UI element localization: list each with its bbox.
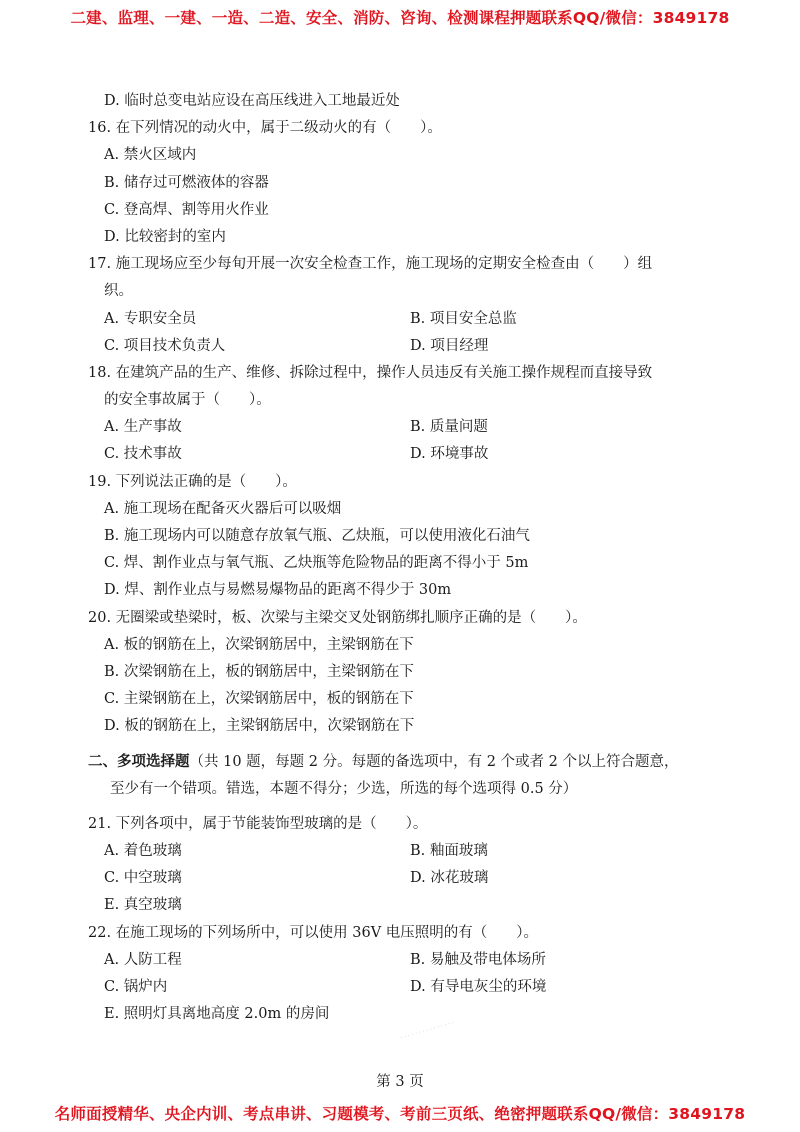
question-stem: 19. 下列说法正确的是（ ）。 bbox=[88, 473, 297, 490]
option-a: A. 着色玻璃 bbox=[104, 843, 182, 860]
section-title: 二、多项选择题 bbox=[88, 753, 190, 770]
option-c: C. 锅炉内 bbox=[104, 979, 168, 996]
question-17 bbox=[88, 251, 728, 360]
section-multiple-choice bbox=[88, 749, 728, 803]
option-b: B. 施工现场内可以随意存放氧气瓶、乙炔瓶，可以使用液化石油气 bbox=[104, 528, 530, 544]
question-21 bbox=[88, 811, 728, 920]
option-row bbox=[88, 414, 728, 441]
question-20 bbox=[88, 605, 728, 741]
question-18 bbox=[88, 360, 728, 469]
watermark-stamp: · · · · · · · · · · · · · · · bbox=[399, 1019, 455, 1042]
question-stem: 18. 在建筑产品的生产、维修、拆除过程中，操作人员违反有关施工操作规程而直接导致 bbox=[88, 364, 653, 381]
option-d: D. 比较密封的室内 bbox=[104, 228, 226, 245]
option-row bbox=[88, 441, 728, 468]
option-a: A. 人防工程 bbox=[104, 951, 182, 968]
option-d: D. 板的钢筋在上，主梁钢筋居中，次梁钢筋在下 bbox=[104, 718, 415, 735]
option-b: B. 次梁钢筋在上，板的钢筋居中，主梁钢筋在下 bbox=[104, 663, 414, 680]
option-c: C. 登高焊、割等用火作业 bbox=[104, 201, 269, 218]
question-stem: 16. 在下列情况的动火中，属于二级动火的有（ ）。 bbox=[88, 120, 442, 137]
question-stem: 21. 下列各项中，属于节能装饰型玻璃的是（ ）。 bbox=[88, 815, 428, 832]
section-desc-continuation: 至少有一个错项。错选，本题不得分；少选，所选的每个选项得 0.5 分） bbox=[110, 780, 578, 797]
option-row bbox=[88, 947, 728, 974]
option-d: D. 环境事故 bbox=[410, 446, 489, 463]
option-a: A. 生产事故 bbox=[104, 419, 182, 436]
question-stem: 17. 施工现场应至少每旬开展一次安全检查工作，施工现场的定期安全检查由（ ）组 bbox=[88, 256, 653, 273]
option-c: C. 焊、割作业点与氧气瓶、乙炔瓶等危险物品的距离不得小于 5m bbox=[104, 555, 529, 572]
option-row bbox=[88, 865, 728, 892]
option-d: D. 焊、割作业点与易燃易爆物品的距离不得少于 30m bbox=[104, 582, 452, 599]
option-row bbox=[88, 974, 728, 1001]
option-e: E. 真空玻璃 bbox=[104, 897, 182, 914]
question-22 bbox=[88, 920, 728, 1029]
option-a: A. 施工现场在配备灭火器后可以吸烟 bbox=[104, 500, 342, 517]
question-stem: 20. 无圈梁或垫梁时，板、次梁与主梁交叉处钢筋绑扎顺序正确的是（ ）。 bbox=[88, 609, 587, 626]
option-row bbox=[88, 838, 728, 865]
question-stem: 22. 在施工现场的下列场所中，可以使用 36V 电压照明的有（ ）。 bbox=[88, 924, 539, 941]
option-c: C. 主梁钢筋在上，次梁钢筋居中，板的钢筋在下 bbox=[104, 691, 414, 708]
option-c: C. 中空玻璃 bbox=[104, 870, 182, 887]
header-banner: 二建、监理、一建、一造、二造、安全、消防、咨询、检测课程押题联系QQ/微信：3849178 bbox=[70, 9, 730, 27]
question-stem-continuation: 的安全事故属于（ ）。 bbox=[104, 392, 271, 409]
page-number: 第 3 页 bbox=[376, 1074, 424, 1090]
question-16 bbox=[88, 115, 728, 251]
option-c: C. 项目技术负责人 bbox=[104, 337, 226, 354]
section-desc: （共 10 题，每题 2 分。每题的备选项中，有 2 个或者 2 个以上符合题意， bbox=[189, 753, 679, 770]
carryover-option: D. 临时总变电站应设在高压线进入工地最近处 bbox=[104, 93, 400, 109]
option-b: B. 质量问题 bbox=[410, 419, 488, 436]
option-a: A. 板的钢筋在上，次梁钢筋居中，主梁钢筋在下 bbox=[104, 636, 414, 653]
option-c: C. 技术事故 bbox=[104, 446, 182, 463]
section-heading bbox=[88, 749, 728, 776]
option-a: A. 禁火区域内 bbox=[104, 147, 197, 164]
option-b: B. 釉面玻璃 bbox=[410, 843, 488, 860]
question-19 bbox=[88, 469, 728, 605]
option-row bbox=[88, 306, 728, 333]
option-a: A. 专职安全员 bbox=[104, 310, 197, 327]
option-b: B. 储存过可燃液体的容器 bbox=[104, 174, 269, 191]
question-stem-continuation: 织。 bbox=[104, 283, 133, 300]
option-d: D. 项目经理 bbox=[410, 337, 489, 354]
option-b: B. 易触及带电体场所 bbox=[410, 951, 546, 968]
option-row bbox=[88, 333, 728, 360]
option-e: E. 照明灯具离地高度 2.0m 的房间 bbox=[104, 1006, 330, 1023]
option-d: D. 冰花玻璃 bbox=[410, 870, 489, 887]
footer-banner: 名师面授精华、央企内训、考点串讲、习题模考、考前三页纸、绝密押题联系QQ/微信：3849178 bbox=[54, 1105, 746, 1123]
exam-content bbox=[88, 88, 728, 1028]
option-d: D. 有导电灰尘的环境 bbox=[410, 979, 547, 996]
option-b: B. 项目安全总监 bbox=[410, 310, 517, 327]
